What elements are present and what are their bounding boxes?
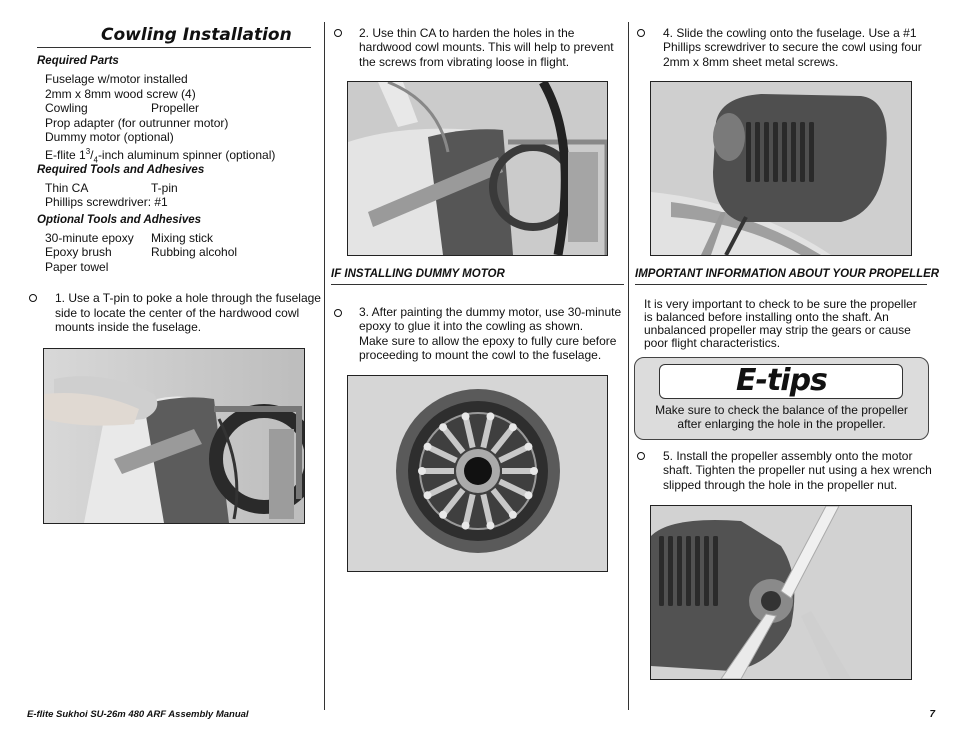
propeller-heading: IMPORTANT INFORMATION ABOUT YOUR PROPELLER <box>635 268 940 280</box>
radial-cylinder-head <box>439 423 447 431</box>
dummy-motor-heading: IF INSTALLING DUMMY MOTOR <box>331 268 505 280</box>
step3-line1: 3. After painting the dummy motor, use 30-minute <box>359 305 622 319</box>
cowl-louver <box>677 536 682 606</box>
part-prop-adapter: Prop adapter (for outrunner motor) <box>45 116 229 130</box>
step4-line1: 4. Slide the cowling onto the fuselage. Use a #1 <box>663 26 917 40</box>
cowl-louver <box>764 122 769 182</box>
etips-box <box>634 357 929 440</box>
cowl-louver <box>713 536 718 606</box>
cowl-louver <box>782 122 787 182</box>
step3-line4: proceeding to mount the cowl to the fuselage. <box>359 348 602 362</box>
tool-thin-ca: Thin CA <box>45 181 89 195</box>
prop-info-line4: poor flight characteristics. <box>644 336 781 350</box>
dummy-heading-rule <box>331 284 624 285</box>
cowl-louver <box>746 122 751 182</box>
footer-manual-title: E-flite Sukhoi SU-26m 480 ARF Assembly Manual <box>27 709 249 720</box>
optional-tools-heading: Optional Tools and Adhesives <box>37 214 202 226</box>
step3-line3: Make sure to allow the epoxy to fully cure before <box>359 334 617 348</box>
title-rule <box>37 47 311 48</box>
tool-rubbing-alcohol: Rubbing alcohol <box>151 245 238 259</box>
photo-tpin-fuselage <box>43 348 305 524</box>
cowl-louver <box>695 536 700 606</box>
cowl-louver <box>755 122 760 182</box>
required-parts-heading: Required Parts <box>37 55 119 67</box>
radial-cylinder-head <box>530 467 538 475</box>
prop-info-line1: It is very important to check to be sure the propeller <box>644 297 917 311</box>
etips-logo-frame <box>659 364 903 399</box>
step2-line2: hardwood cowl mounts. This will help to prevent <box>359 40 614 54</box>
tool-epoxy-brush: Epoxy brush <box>45 245 112 259</box>
part-fuselage: Fuselage w/motor installed <box>45 72 188 86</box>
part-propeller: Propeller <box>151 101 200 115</box>
bullet-circle-icon <box>334 29 342 37</box>
part-cowling: Cowling <box>45 101 88 115</box>
propeller-heading-rule <box>635 284 927 285</box>
prop-info-line2: is balanced before installing onto the shaft. An <box>644 310 889 324</box>
tool-mixing-stick: Mixing stick <box>151 231 214 245</box>
part-wood-screw: 2mm x 8mm wood screw (4) <box>45 87 196 101</box>
step1-line2: side to locate the center of the hardwood cowl <box>55 306 300 320</box>
step5-line1: 5. Install the propeller assembly onto the motor <box>663 449 913 463</box>
radial-cylinder-head <box>418 467 426 475</box>
part-dummy-motor: Dummy motor (optional) <box>45 130 174 144</box>
spinner-denominator: 4 <box>93 155 98 165</box>
cowl-louver <box>704 536 709 606</box>
step2-line1: 2. Use thin CA to harden the holes in the <box>359 26 575 40</box>
part-spinner: E-flite $1^3/_4$-inch aluminum spinner (optional) <box>45 147 276 165</box>
cowl-louver <box>800 122 805 182</box>
prop-info-line3: unbalanced propeller may strip the gears or cause <box>644 323 911 337</box>
step1-line3: mounts inside the fuselage. <box>55 320 202 334</box>
tool-tpin: T-pin <box>151 181 178 195</box>
radial-cylinder-head <box>524 443 532 451</box>
photo-thin-ca <box>347 81 608 256</box>
step2-line3: the screws from vibrating loose in flight. <box>359 55 570 69</box>
column-divider-1 <box>324 22 325 710</box>
cowl-louver <box>791 122 796 182</box>
step4-line3: 2mm x 8mm sheet metal screws. <box>663 55 839 69</box>
step1-line1: 1. Use a T-pin to poke a hole through the fuselage <box>55 291 321 305</box>
spinner-prefix: E-flite 1 <box>45 148 86 162</box>
tool-screwdriver: Phillips screwdriver: #1 <box>45 195 168 209</box>
spinner-numerator: 3 <box>85 147 91 156</box>
cowl-louver <box>686 536 691 606</box>
step5-line2: shaft. Tighten the propeller nut using a hex wrench <box>663 463 932 477</box>
section-title: Cowling Installation <box>101 25 292 45</box>
radial-cylinder-head <box>424 491 432 499</box>
bullet-circle-icon <box>637 452 645 460</box>
tip-line1: Make sure to check the balance of the propeller <box>655 403 908 417</box>
step5-line3: slipped through the hole in the propeller nut. <box>663 478 898 492</box>
step3-line2: epoxy to glue it into the cowling as shown. <box>359 319 584 333</box>
spinner-suffix: -inch aluminum spinner (optional) <box>97 148 276 162</box>
tool-paper-towel: Paper towel <box>45 260 109 274</box>
tip-line2: after enlarging the hole in the propeller. <box>677 417 886 431</box>
cowl-louver <box>809 122 814 182</box>
radial-cylinder-head <box>486 412 494 420</box>
radial-cylinder-head <box>509 423 517 431</box>
photo-cowl-mounted <box>650 81 912 256</box>
cowl-louver <box>773 122 778 182</box>
radial-cylinder-head <box>439 511 447 519</box>
radial-cylinder-head <box>509 511 517 519</box>
radial-cylinder-head <box>424 443 432 451</box>
radial-cylinder-head <box>462 412 470 420</box>
cowl-louver <box>659 536 664 606</box>
bullet-circle-icon <box>334 309 342 317</box>
photo-propeller-installed <box>650 505 912 680</box>
step4-line2: Phillips screwdriver to secure the cowl using four <box>663 40 922 54</box>
radial-cylinder-head <box>486 522 494 530</box>
photo-dummy-motor <box>347 375 608 572</box>
column-divider-2 <box>628 22 629 710</box>
tool-epoxy: 30-minute epoxy <box>45 231 134 245</box>
bullet-circle-icon <box>637 29 645 37</box>
required-tools-heading: Required Tools and Adhesives <box>37 164 205 176</box>
etips-logo-icon: E-tips <box>736 363 827 398</box>
radial-cylinder-head <box>524 491 532 499</box>
footer-page-number: 7 <box>929 709 935 720</box>
cowl-louver <box>668 536 673 606</box>
radial-cylinder-head <box>462 522 470 530</box>
bullet-circle-icon <box>29 294 37 302</box>
